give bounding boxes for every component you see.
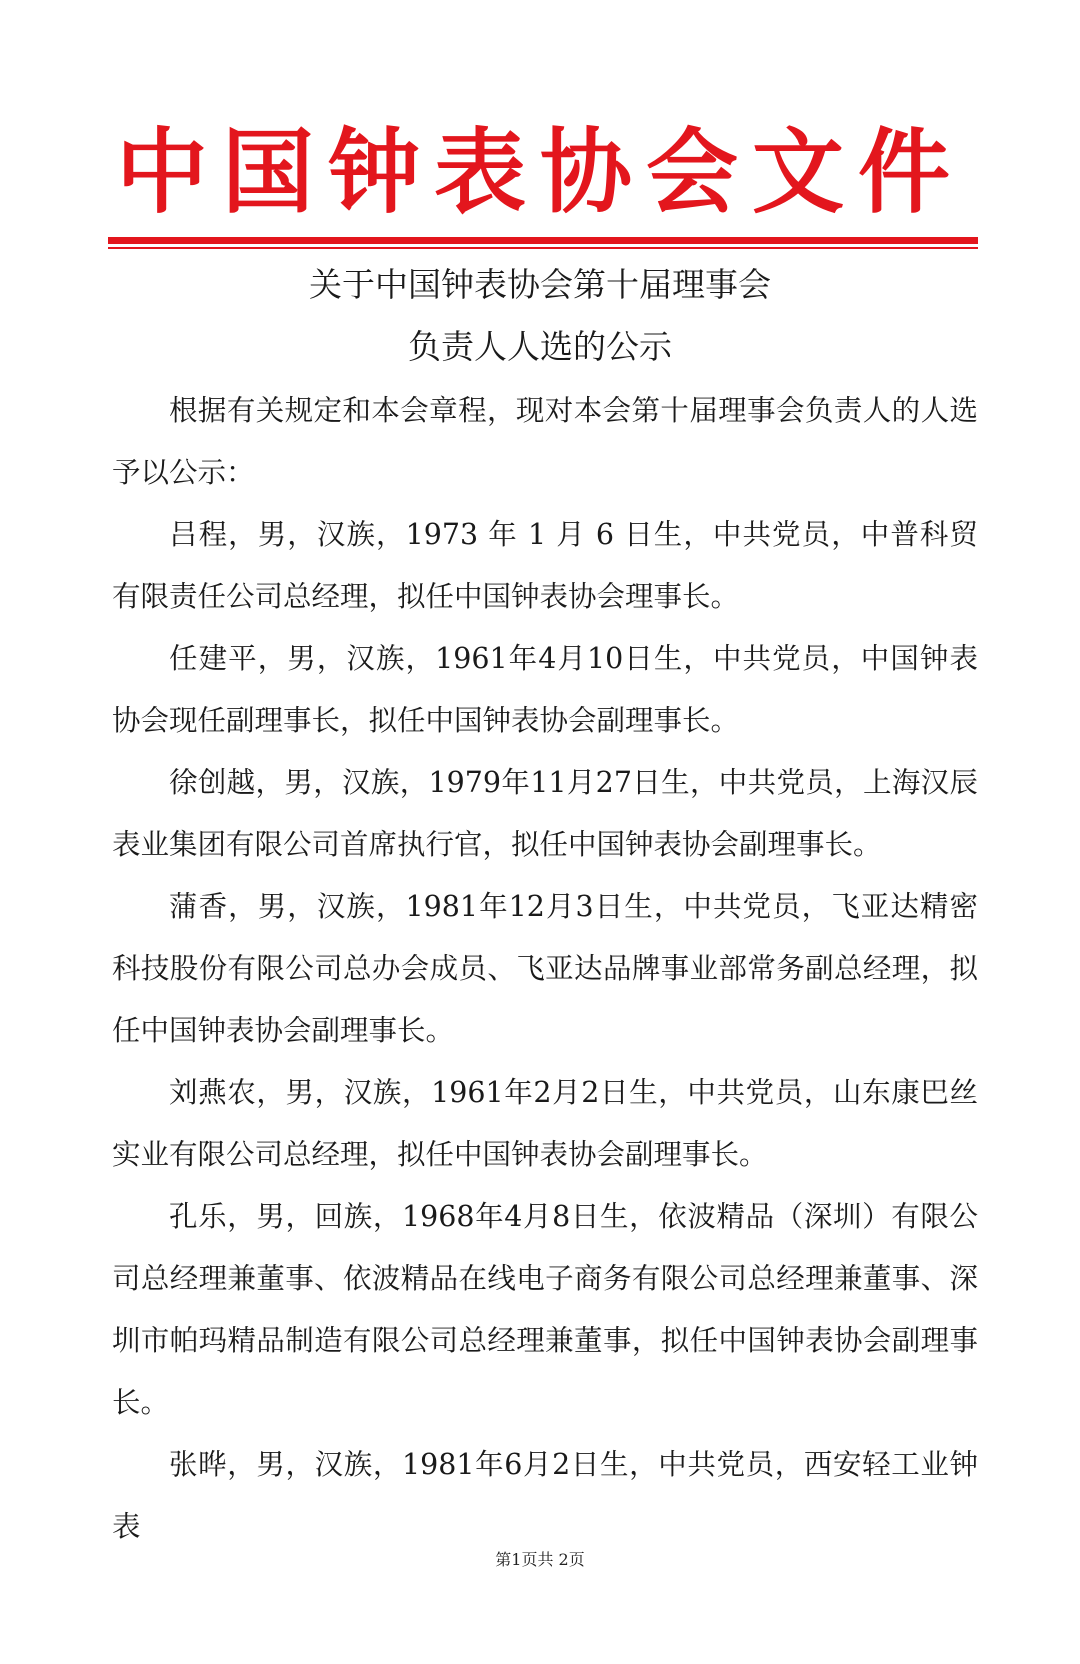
paragraph-intro: 根据有关规定和本会章程，现对本会第十届理事会负责人的人选予以公示： — [112, 394, 978, 489]
document-body — [112, 380, 978, 1558]
document-title-line-1: 关于中国钟表协会第十届理事会 — [309, 265, 771, 304]
paragraph-candidate: 徐创越，男，汉族，1979年11月27日生，中共党员，上海汉辰表业集团有限公司首席执行官，拟任中国钟表协会副理事长。 — [112, 766, 978, 861]
document-title-line-2: 负责人人选的公示 — [408, 327, 672, 366]
masthead-red-rule — [108, 237, 978, 244]
page-number-footer: 第1页共 2页 — [495, 1550, 585, 1569]
paragraph-candidate: 刘燕农，男，汉族，1961年2月2日生，中共党员，山东康巴丝实业有限公司总经理，拟任中国钟表协会副理事长。 — [112, 1076, 978, 1171]
paragraph-candidate: 孔乐，男，回族，1968年4月8日生，依波精品（深圳）有限公司总经理兼董事、依波精品在线电子商务有限公司总经理兼董事、深圳市帕玛精品制造有限公司总经理兼董事，拟任中国钟表协会副理事长。 — [112, 1200, 978, 1419]
paragraph-candidate: 吕程，男，汉族，1973 年 1 月 6 日生，中共党员，中普科贸有限责任公司总经理，拟任中国钟表协会理事长。 — [112, 518, 978, 613]
masthead-red-rule-thin — [108, 247, 978, 249]
paragraph-candidate: 张晔，男，汉族，1981年6月2日生，中共党员，西安轻工业钟表 — [112, 1448, 978, 1543]
masthead-title: 中国钟表协会文件 — [115, 119, 964, 226]
paragraph-candidate: 蒲香，男，汉族，1981年12月3日生，中共党员，飞亚达精密科技股份有限公司总办会成员、飞亚达品牌事业部常务副总经理，拟任中国钟表协会副理事长。 — [112, 890, 978, 1047]
paragraph-candidate: 任建平，男，汉族，1961年4月10日生，中共党员，中国钟表协会现任副理事长，拟任中国钟表协会副理事长。 — [112, 642, 978, 737]
